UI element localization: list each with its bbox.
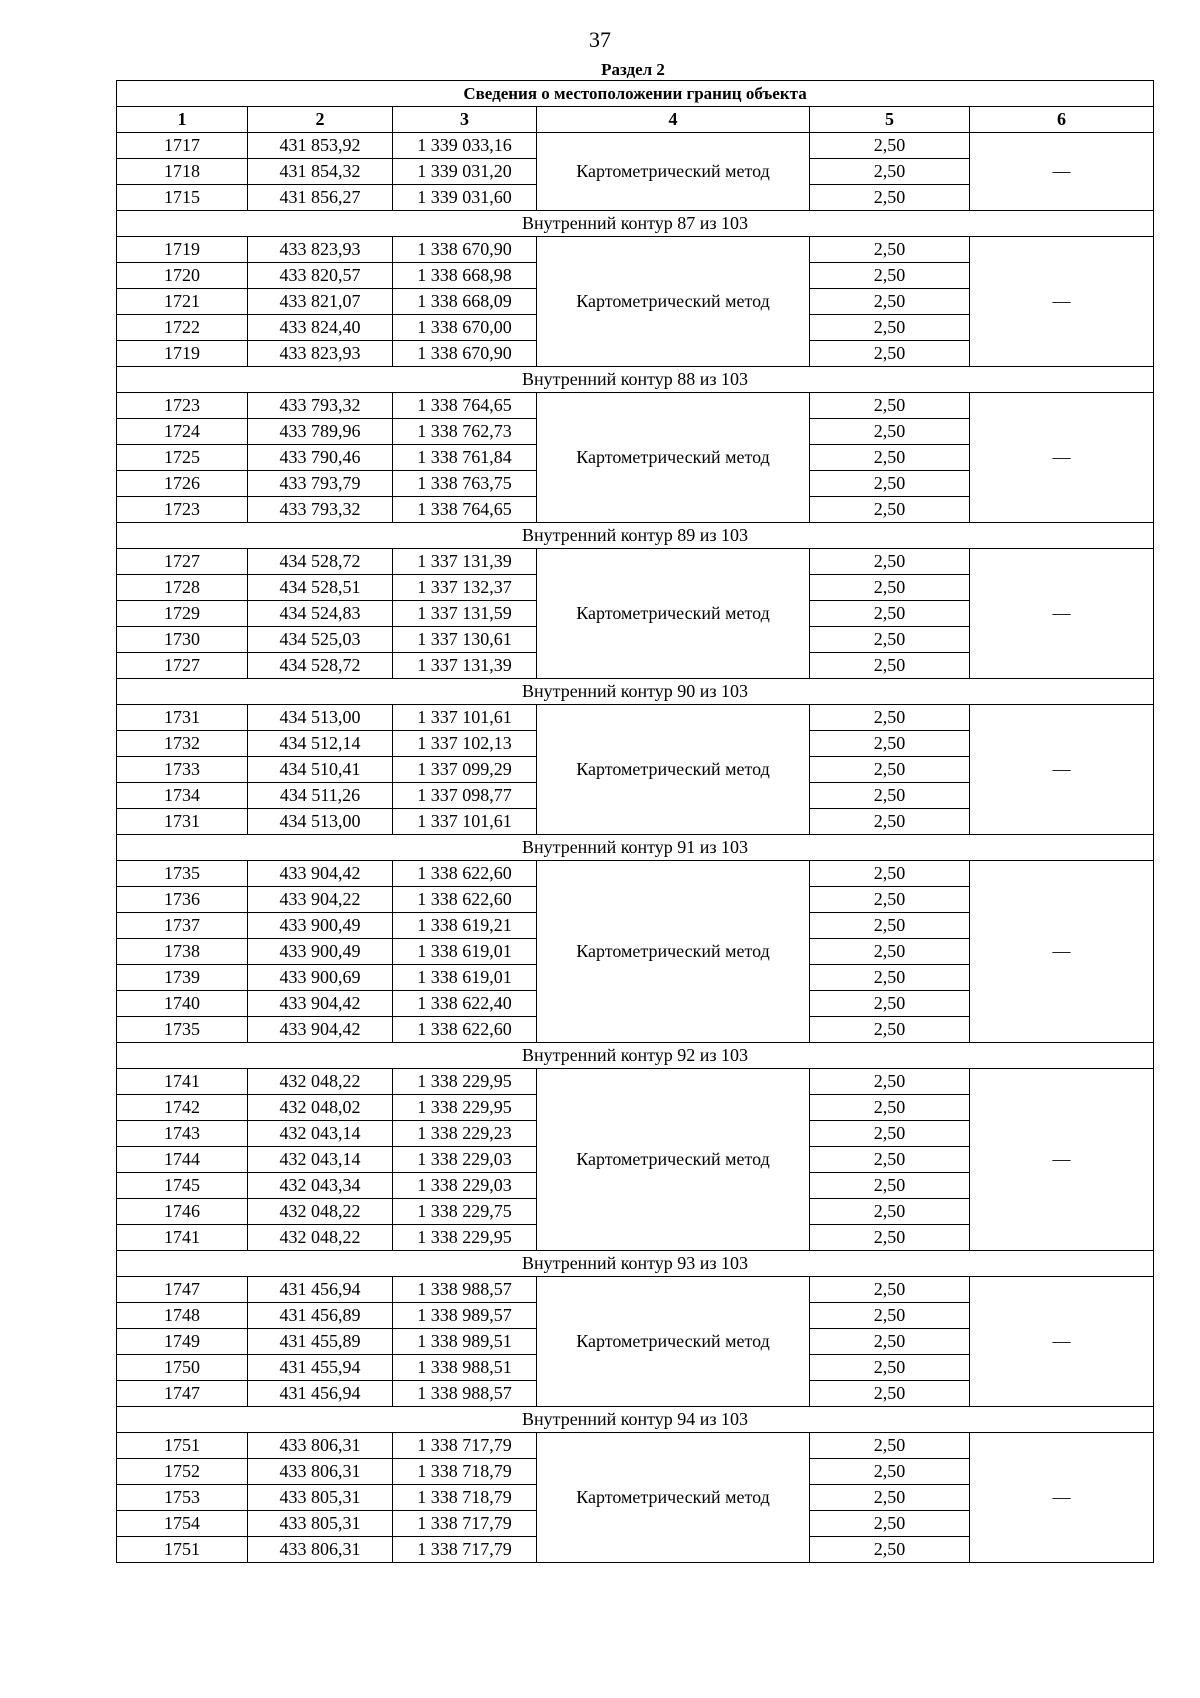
x-coordinate-cell: 433 789,96 — [248, 419, 393, 445]
x-coordinate-cell: 434 513,00 — [248, 809, 393, 835]
x-coordinate-cell: 431 854,32 — [248, 159, 393, 185]
table-row — [117, 237, 1154, 263]
y-coordinate-cell: 1 337 132,37 — [393, 575, 537, 601]
x-coordinate-cell: 433 904,42 — [248, 861, 393, 887]
contour-label: Внутренний контур 93 из 103 — [117, 1251, 1154, 1277]
x-coordinate-cell: 434 525,03 — [248, 627, 393, 653]
accuracy-cell: 2,50 — [810, 1225, 970, 1251]
accuracy-cell: 2,50 — [810, 1173, 970, 1199]
accuracy-cell: 2,50 — [810, 1095, 970, 1121]
column-header: 6 — [970, 107, 1154, 133]
column-number-row — [117, 107, 1154, 133]
boundary-coordinates-table — [116, 80, 1154, 1563]
point-number-cell: 1715 — [117, 185, 248, 211]
x-coordinate-cell: 433 805,31 — [248, 1485, 393, 1511]
contour-label: Внутренний контур 91 из 103 — [117, 835, 1154, 861]
y-coordinate-cell: 1 337 131,59 — [393, 601, 537, 627]
accuracy-cell: 2,50 — [810, 991, 970, 1017]
contour-header-row — [117, 679, 1154, 705]
y-coordinate-cell: 1 337 098,77 — [393, 783, 537, 809]
description-cell: — — [970, 705, 1154, 835]
y-coordinate-cell: 1 337 102,13 — [393, 731, 537, 757]
y-coordinate-cell: 1 338 717,79 — [393, 1433, 537, 1459]
contour-header-row — [117, 835, 1154, 861]
point-number-cell: 1725 — [117, 445, 248, 471]
y-coordinate-cell: 1 337 130,61 — [393, 627, 537, 653]
table-body — [117, 133, 1154, 1563]
point-number-cell: 1718 — [117, 159, 248, 185]
accuracy-cell: 2,50 — [810, 133, 970, 159]
x-coordinate-cell: 433 900,69 — [248, 965, 393, 991]
x-coordinate-cell: 433 821,07 — [248, 289, 393, 315]
accuracy-cell: 2,50 — [810, 887, 970, 913]
point-number-cell: 1751 — [117, 1537, 248, 1563]
contour-header-row — [117, 367, 1154, 393]
accuracy-cell: 2,50 — [810, 419, 970, 445]
accuracy-cell: 2,50 — [810, 627, 970, 653]
method-cell: Картометрический метод — [537, 237, 810, 367]
y-coordinate-cell: 1 338 622,60 — [393, 861, 537, 887]
accuracy-cell: 2,50 — [810, 1329, 970, 1355]
table-title-row — [117, 81, 1154, 107]
table-row — [117, 1277, 1154, 1303]
accuracy-cell: 2,50 — [810, 289, 970, 315]
x-coordinate-cell: 431 455,89 — [248, 1329, 393, 1355]
description-cell: — — [970, 1069, 1154, 1251]
accuracy-cell: 2,50 — [810, 185, 970, 211]
method-cell: Картометрический метод — [537, 1069, 810, 1251]
accuracy-cell: 2,50 — [810, 913, 970, 939]
contour-label: Внутренний контур 92 из 103 — [117, 1043, 1154, 1069]
accuracy-cell: 2,50 — [810, 237, 970, 263]
point-number-cell: 1740 — [117, 991, 248, 1017]
point-number-cell: 1736 — [117, 887, 248, 913]
accuracy-cell: 2,50 — [810, 601, 970, 627]
contour-header-row — [117, 1407, 1154, 1433]
point-number-cell: 1753 — [117, 1485, 248, 1511]
y-coordinate-cell: 1 338 717,79 — [393, 1537, 537, 1563]
accuracy-cell: 2,50 — [810, 705, 970, 731]
accuracy-cell: 2,50 — [810, 965, 970, 991]
accuracy-cell: 2,50 — [810, 861, 970, 887]
x-coordinate-cell: 431 853,92 — [248, 133, 393, 159]
x-coordinate-cell: 433 823,93 — [248, 341, 393, 367]
point-number-cell: 1745 — [117, 1173, 248, 1199]
y-coordinate-cell: 1 338 622,60 — [393, 1017, 537, 1043]
page-number: 37 — [589, 27, 611, 52]
y-coordinate-cell: 1 338 718,79 — [393, 1459, 537, 1485]
point-number-cell: 1723 — [117, 497, 248, 523]
column-header: 1 — [117, 107, 248, 133]
accuracy-cell: 2,50 — [810, 1381, 970, 1407]
method-cell: Картометрический метод — [537, 393, 810, 523]
y-coordinate-cell: 1 338 229,95 — [393, 1095, 537, 1121]
accuracy-cell: 2,50 — [810, 939, 970, 965]
accuracy-cell: 2,50 — [810, 575, 970, 601]
x-coordinate-cell: 432 048,22 — [248, 1069, 393, 1095]
point-number-cell: 1735 — [117, 1017, 248, 1043]
y-coordinate-cell: 1 337 099,29 — [393, 757, 537, 783]
y-coordinate-cell: 1 338 229,95 — [393, 1069, 537, 1095]
point-number-cell: 1731 — [117, 705, 248, 731]
x-coordinate-cell: 431 856,27 — [248, 185, 393, 211]
point-number-cell: 1721 — [117, 289, 248, 315]
table-row — [117, 393, 1154, 419]
point-number-cell: 1719 — [117, 237, 248, 263]
y-coordinate-cell: 1 338 622,60 — [393, 887, 537, 913]
y-coordinate-cell: 1 337 101,61 — [393, 705, 537, 731]
column-header: 5 — [810, 107, 970, 133]
point-number-cell: 1743 — [117, 1121, 248, 1147]
x-coordinate-cell: 433 904,42 — [248, 1017, 393, 1043]
x-coordinate-cell: 434 528,72 — [248, 653, 393, 679]
x-coordinate-cell: 433 820,57 — [248, 263, 393, 289]
point-number-cell: 1752 — [117, 1459, 248, 1485]
x-coordinate-cell: 431 456,94 — [248, 1277, 393, 1303]
accuracy-cell: 2,50 — [810, 1511, 970, 1537]
x-coordinate-cell: 431 455,94 — [248, 1355, 393, 1381]
x-coordinate-cell: 433 805,31 — [248, 1511, 393, 1537]
accuracy-cell: 2,50 — [810, 1199, 970, 1225]
y-coordinate-cell: 1 338 670,90 — [393, 237, 537, 263]
table-row — [117, 133, 1154, 159]
section-title: Раздел 2 — [601, 60, 665, 79]
y-coordinate-cell: 1 337 131,39 — [393, 549, 537, 575]
contour-label: Внутренний контур 90 из 103 — [117, 679, 1154, 705]
contour-label: Внутренний контур 87 из 103 — [117, 211, 1154, 237]
accuracy-cell: 2,50 — [810, 809, 970, 835]
y-coordinate-cell: 1 338 229,75 — [393, 1199, 537, 1225]
accuracy-cell: 2,50 — [810, 731, 970, 757]
accuracy-cell: 2,50 — [810, 341, 970, 367]
accuracy-cell: 2,50 — [810, 653, 970, 679]
accuracy-cell: 2,50 — [810, 263, 970, 289]
y-coordinate-cell: 1 338 229,03 — [393, 1173, 537, 1199]
y-coordinate-cell: 1 338 717,79 — [393, 1511, 537, 1537]
point-number-cell: 1734 — [117, 783, 248, 809]
y-coordinate-cell: 1 338 670,00 — [393, 315, 537, 341]
accuracy-cell: 2,50 — [810, 393, 970, 419]
point-number-cell: 1744 — [117, 1147, 248, 1173]
point-number-cell: 1735 — [117, 861, 248, 887]
table-title: Сведения о местоположении границ объекта — [117, 81, 1154, 107]
x-coordinate-cell: 433 904,42 — [248, 991, 393, 1017]
point-number-cell: 1747 — [117, 1277, 248, 1303]
method-cell: Картометрический метод — [537, 1277, 810, 1407]
x-coordinate-cell: 434 512,14 — [248, 731, 393, 757]
table-row — [117, 861, 1154, 887]
table-row — [117, 1069, 1154, 1095]
accuracy-cell: 2,50 — [810, 1537, 970, 1563]
x-coordinate-cell: 433 806,31 — [248, 1459, 393, 1485]
x-coordinate-cell: 431 456,89 — [248, 1303, 393, 1329]
column-header: 4 — [537, 107, 810, 133]
contour-label: Внутренний контур 88 из 103 — [117, 367, 1154, 393]
x-coordinate-cell: 432 048,22 — [248, 1225, 393, 1251]
accuracy-cell: 2,50 — [810, 1069, 970, 1095]
accuracy-cell: 2,50 — [810, 1303, 970, 1329]
accuracy-cell: 2,50 — [810, 497, 970, 523]
description-cell: — — [970, 861, 1154, 1043]
y-coordinate-cell: 1 339 031,20 — [393, 159, 537, 185]
y-coordinate-cell: 1 338 988,51 — [393, 1355, 537, 1381]
y-coordinate-cell: 1 338 619,01 — [393, 939, 537, 965]
x-coordinate-cell: 433 793,32 — [248, 393, 393, 419]
x-coordinate-cell: 434 528,72 — [248, 549, 393, 575]
point-number-cell: 1724 — [117, 419, 248, 445]
accuracy-cell: 2,50 — [810, 1355, 970, 1381]
y-coordinate-cell: 1 338 763,75 — [393, 471, 537, 497]
method-cell: Картометрический метод — [537, 861, 810, 1043]
y-coordinate-cell: 1 338 229,95 — [393, 1225, 537, 1251]
y-coordinate-cell: 1 338 988,57 — [393, 1381, 537, 1407]
point-number-cell: 1730 — [117, 627, 248, 653]
y-coordinate-cell: 1 338 761,84 — [393, 445, 537, 471]
description-cell: — — [970, 549, 1154, 679]
description-cell: — — [970, 393, 1154, 523]
point-number-cell: 1737 — [117, 913, 248, 939]
point-number-cell: 1747 — [117, 1381, 248, 1407]
accuracy-cell: 2,50 — [810, 1485, 970, 1511]
method-cell: Картометрический метод — [537, 549, 810, 679]
x-coordinate-cell: 433 793,79 — [248, 471, 393, 497]
accuracy-cell: 2,50 — [810, 783, 970, 809]
accuracy-cell: 2,50 — [810, 159, 970, 185]
y-coordinate-cell: 1 339 031,60 — [393, 185, 537, 211]
x-coordinate-cell: 433 900,49 — [248, 913, 393, 939]
x-coordinate-cell: 432 043,34 — [248, 1173, 393, 1199]
description-cell: — — [970, 1433, 1154, 1563]
accuracy-cell: 2,50 — [810, 757, 970, 783]
point-number-cell: 1719 — [117, 341, 248, 367]
x-coordinate-cell: 433 793,32 — [248, 497, 393, 523]
x-coordinate-cell: 434 528,51 — [248, 575, 393, 601]
point-number-cell: 1717 — [117, 133, 248, 159]
y-coordinate-cell: 1 338 989,57 — [393, 1303, 537, 1329]
contour-header-row — [117, 1043, 1154, 1069]
accuracy-cell: 2,50 — [810, 1147, 970, 1173]
x-coordinate-cell: 434 513,00 — [248, 705, 393, 731]
x-coordinate-cell: 432 048,02 — [248, 1095, 393, 1121]
y-coordinate-cell: 1 338 668,98 — [393, 263, 537, 289]
contour-label: Внутренний контур 94 из 103 — [117, 1407, 1154, 1433]
x-coordinate-cell: 433 790,46 — [248, 445, 393, 471]
point-number-cell: 1746 — [117, 1199, 248, 1225]
point-number-cell: 1751 — [117, 1433, 248, 1459]
point-number-cell: 1720 — [117, 263, 248, 289]
y-coordinate-cell: 1 338 988,57 — [393, 1277, 537, 1303]
y-coordinate-cell: 1 338 229,03 — [393, 1147, 537, 1173]
x-coordinate-cell: 434 510,41 — [248, 757, 393, 783]
point-number-cell: 1733 — [117, 757, 248, 783]
accuracy-cell: 2,50 — [810, 315, 970, 341]
column-header: 3 — [393, 107, 537, 133]
x-coordinate-cell: 433 806,31 — [248, 1537, 393, 1563]
y-coordinate-cell: 1 338 622,40 — [393, 991, 537, 1017]
contour-header-row — [117, 1251, 1154, 1277]
description-cell: — — [970, 1277, 1154, 1407]
accuracy-cell: 2,50 — [810, 1017, 970, 1043]
x-coordinate-cell: 433 806,31 — [248, 1433, 393, 1459]
x-coordinate-cell: 434 511,26 — [248, 783, 393, 809]
y-coordinate-cell: 1 337 101,61 — [393, 809, 537, 835]
contour-label: Внутренний контур 89 из 103 — [117, 523, 1154, 549]
point-number-cell: 1738 — [117, 939, 248, 965]
method-cell: Картометрический метод — [537, 1433, 810, 1563]
accuracy-cell: 2,50 — [810, 1121, 970, 1147]
x-coordinate-cell: 433 823,93 — [248, 237, 393, 263]
y-coordinate-cell: 1 338 764,65 — [393, 393, 537, 419]
point-number-cell: 1729 — [117, 601, 248, 627]
y-coordinate-cell: 1 338 670,90 — [393, 341, 537, 367]
point-number-cell: 1731 — [117, 809, 248, 835]
y-coordinate-cell: 1 339 033,16 — [393, 133, 537, 159]
column-header: 2 — [248, 107, 393, 133]
point-number-cell: 1727 — [117, 549, 248, 575]
point-number-cell: 1741 — [117, 1225, 248, 1251]
point-number-cell: 1739 — [117, 965, 248, 991]
point-number-cell: 1749 — [117, 1329, 248, 1355]
x-coordinate-cell: 431 456,94 — [248, 1381, 393, 1407]
x-coordinate-cell: 433 900,49 — [248, 939, 393, 965]
accuracy-cell: 2,50 — [810, 471, 970, 497]
x-coordinate-cell: 432 048,22 — [248, 1199, 393, 1225]
point-number-cell: 1722 — [117, 315, 248, 341]
method-cell: Картометрический метод — [537, 705, 810, 835]
y-coordinate-cell: 1 338 229,23 — [393, 1121, 537, 1147]
method-cell: Картометрический метод — [537, 133, 810, 211]
y-coordinate-cell: 1 338 619,21 — [393, 913, 537, 939]
table-row — [117, 1433, 1154, 1459]
point-number-cell: 1742 — [117, 1095, 248, 1121]
y-coordinate-cell: 1 337 131,39 — [393, 653, 537, 679]
table-row — [117, 549, 1154, 575]
y-coordinate-cell: 1 338 718,79 — [393, 1485, 537, 1511]
point-number-cell: 1727 — [117, 653, 248, 679]
y-coordinate-cell: 1 338 764,65 — [393, 497, 537, 523]
point-number-cell: 1732 — [117, 731, 248, 757]
point-number-cell: 1723 — [117, 393, 248, 419]
x-coordinate-cell: 432 043,14 — [248, 1147, 393, 1173]
description-cell: — — [970, 133, 1154, 211]
x-coordinate-cell: 433 824,40 — [248, 315, 393, 341]
table-row — [117, 705, 1154, 731]
point-number-cell: 1728 — [117, 575, 248, 601]
point-number-cell: 1750 — [117, 1355, 248, 1381]
accuracy-cell: 2,50 — [810, 1433, 970, 1459]
point-number-cell: 1741 — [117, 1069, 248, 1095]
contour-header-row — [117, 523, 1154, 549]
x-coordinate-cell: 434 524,83 — [248, 601, 393, 627]
y-coordinate-cell: 1 338 762,73 — [393, 419, 537, 445]
description-cell: — — [970, 237, 1154, 367]
accuracy-cell: 2,50 — [810, 445, 970, 471]
x-coordinate-cell: 433 904,22 — [248, 887, 393, 913]
y-coordinate-cell: 1 338 668,09 — [393, 289, 537, 315]
point-number-cell: 1748 — [117, 1303, 248, 1329]
accuracy-cell: 2,50 — [810, 549, 970, 575]
y-coordinate-cell: 1 338 619,01 — [393, 965, 537, 991]
point-number-cell: 1754 — [117, 1511, 248, 1537]
point-number-cell: 1726 — [117, 471, 248, 497]
y-coordinate-cell: 1 338 989,51 — [393, 1329, 537, 1355]
accuracy-cell: 2,50 — [810, 1277, 970, 1303]
x-coordinate-cell: 432 043,14 — [248, 1121, 393, 1147]
contour-header-row — [117, 211, 1154, 237]
accuracy-cell: 2,50 — [810, 1459, 970, 1485]
